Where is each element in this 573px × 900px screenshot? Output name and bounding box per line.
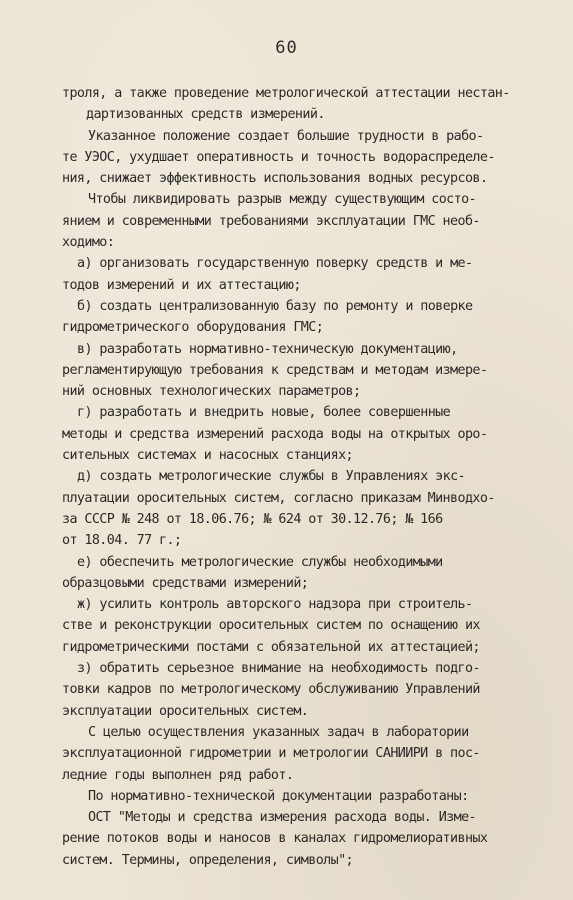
- text-line: ний основных технологических параметров;: [62, 384, 361, 400]
- text-line: ОСТ "Методы и средства измерения расхода воды. Изме-: [88, 810, 477, 826]
- text-line: товки кадров по метрологическому обслуживанию Управлений: [62, 682, 480, 698]
- text-line: методы и средства измерений расхода воды на открытых оро-: [62, 426, 488, 442]
- text-line: троля, а также проведение метрологической аттестации нестан-: [62, 86, 510, 101]
- text-line: систем. Термины, определения, символы";: [62, 852, 354, 868]
- text-line: С целью осуществления указанных задач в лаборатории: [88, 724, 469, 740]
- text-line: ж) усилить контроль авторского надзора при строитель-: [77, 597, 473, 613]
- text-line: По нормативно-технической документации разработаны:: [88, 788, 469, 804]
- text-line: Указанное положение создает большие трудности в рабо-: [88, 128, 484, 144]
- text-line: дартизованных средств измерений.: [86, 107, 325, 123]
- text-line: рение потоков воды и наносов в каналах гидромелиоративных: [62, 831, 488, 847]
- page-number: 60: [275, 38, 298, 58]
- text-line: янием и современными требованиями эксплуатации ГМС необ-: [62, 213, 480, 229]
- text-line: д) создать метрологические службы в Управлениях экс-: [77, 469, 466, 485]
- text-line: Чтобы ликвидировать разрыв между существующим состо-: [88, 192, 477, 208]
- text-line: плуатации оросительных систем, согласно приказам Минводхо-: [62, 490, 495, 506]
- text-line: за СССР № 248 от 18.06.76; № 624 от 30.12.76; № 166: [62, 511, 443, 527]
- text-line: от 18.04. 77 г.;: [62, 533, 182, 549]
- text-line: гидрометрическими постами с обязательной их аттестацией;: [62, 639, 480, 655]
- text-line: а) организовать государственную поверку средств и ме-: [77, 256, 473, 272]
- text-line: з) обратить серьезное внимание на необходимость подго-: [77, 661, 480, 677]
- text-line: е) обеспечить метрологические службы необходимыми: [77, 554, 443, 570]
- body-text: [62, 83, 540, 871]
- text-line: б) создать централизованную базу по ремонту и поверке: [77, 298, 473, 314]
- text-line: ходимо:: [62, 235, 115, 251]
- text-line: эксплуатации оросительных систем.: [62, 703, 309, 719]
- text-line: регламентирующую требования к средствам и методам измере-: [62, 362, 488, 378]
- text-line: тодов измерений и их аттестацию;: [62, 277, 301, 293]
- text-line: в) разработать нормативно-техническую документацию,: [77, 341, 458, 357]
- text-line: ледние годы выполнен ряд работ.: [62, 767, 294, 783]
- text-line: г) разработать и внедрить новые, более совершенные: [77, 405, 451, 421]
- text-line: гидрометрического оборудования ГМС;: [62, 320, 324, 336]
- text-line: ния, снижает эффективность использования водных ресурсов.: [62, 171, 488, 187]
- text-line: эксплуатационной гидрометрии и метрологии САНИИРИ в пос-: [62, 746, 480, 762]
- text-line: образцовыми средствами измерений;: [62, 575, 309, 591]
- text-line: сительных системах и насосных станциях;: [62, 448, 354, 464]
- text-line: те УЭОС, ухудшает оперативность и точность водораспределе-: [62, 149, 495, 165]
- text-line: стве и реконструкции оросительных систем по оснащению их: [62, 618, 480, 634]
